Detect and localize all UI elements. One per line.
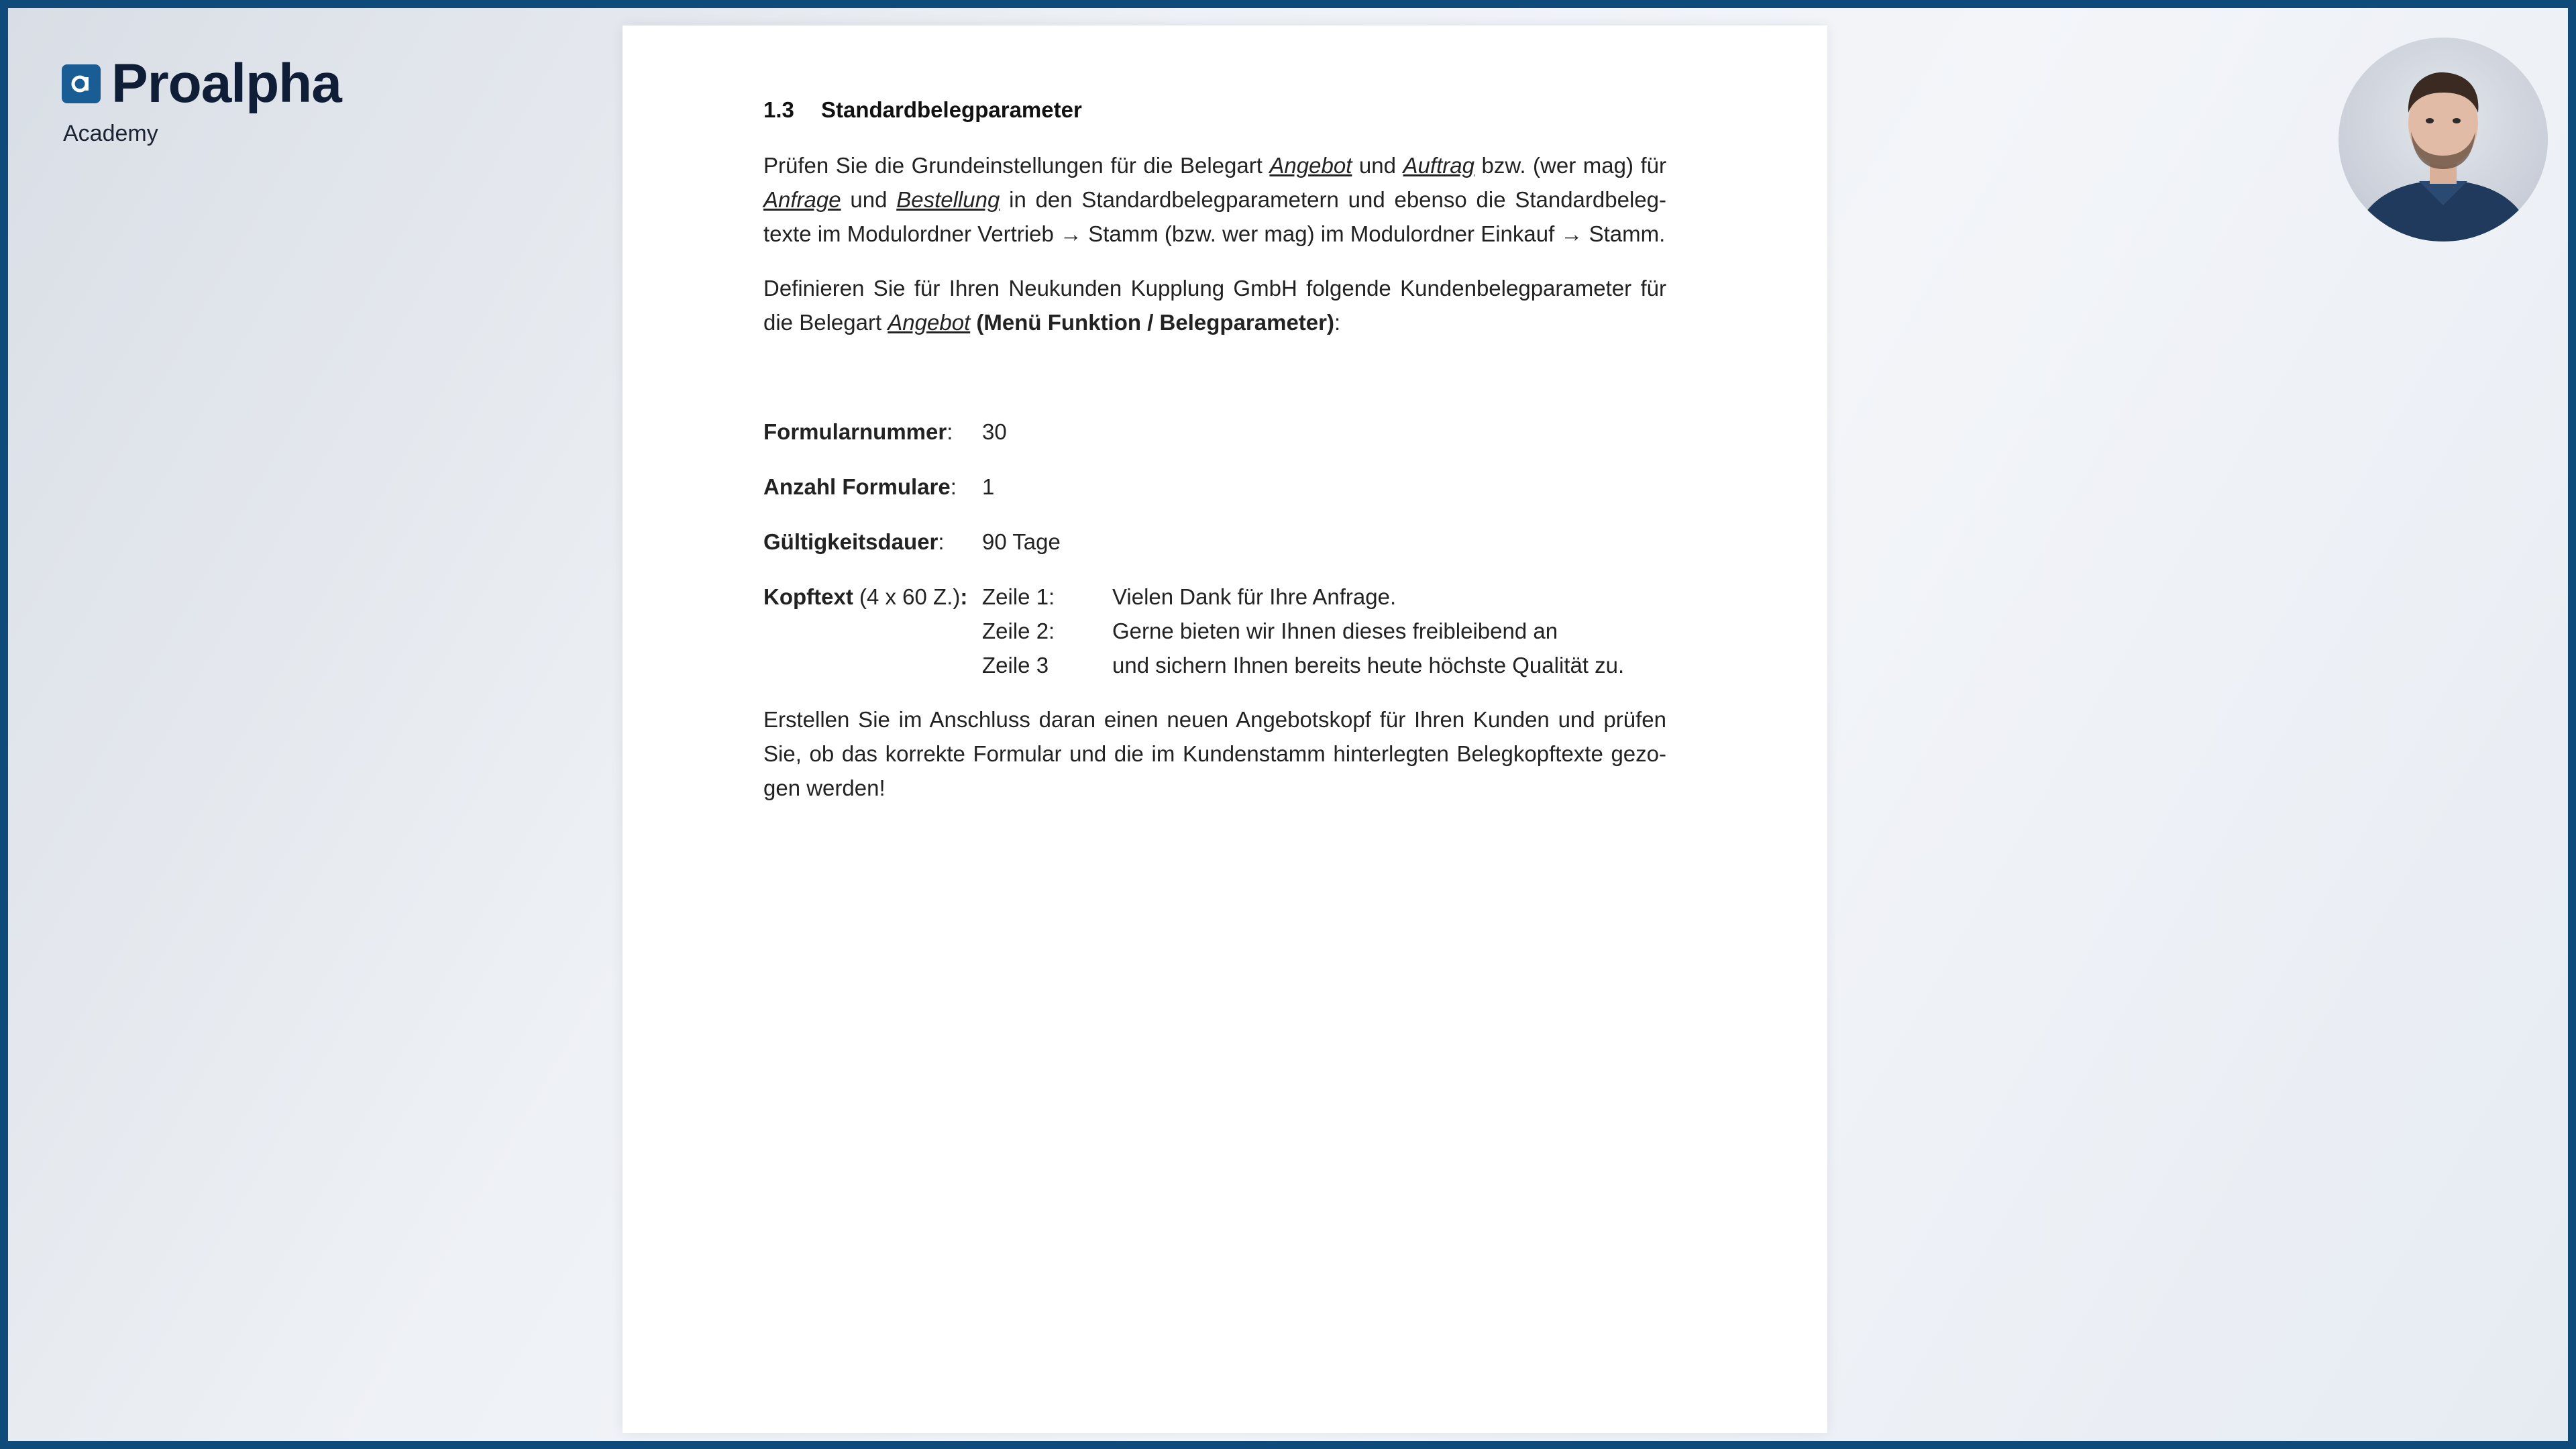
- section-heading: [763, 93, 1666, 127]
- kopftext-label-text: Kopftext: [763, 584, 853, 609]
- param-formularnummer: [763, 415, 1666, 449]
- kopftext-line: [982, 614, 1624, 648]
- param-label-text: Anzahl Formulare: [763, 474, 951, 499]
- term-anfrage: Anfrage: [763, 187, 841, 212]
- line-text: Vielen Dank für Ihre Anfrage.: [1112, 584, 1397, 609]
- parameter-list: [763, 415, 1666, 682]
- section-title: Standardbelegparameter: [821, 97, 1082, 122]
- document-page: [623, 25, 1827, 1433]
- paragraph-define-parameters: [763, 271, 1666, 339]
- menu-path: (Menü Funktion / Belegparameter): [976, 310, 1334, 335]
- line-text: Gerne bieten wir Ihnen dieses freibleibend an: [1112, 619, 1558, 643]
- kopftext-line: [982, 580, 1624, 614]
- p1-text-3: bzw. (wer mag) für: [1474, 153, 1666, 178]
- param-anzahl-formulare: [763, 470, 1666, 504]
- line-label: Zeile 3: [982, 653, 1049, 678]
- param-kopftext: [763, 580, 1666, 682]
- kopftext-hint: (4 x 60 Z.): [859, 584, 961, 609]
- brand-subtitle: Academy: [63, 121, 158, 146]
- p2-text-1: Definieren Sie für Ihren Neukunden Kupplung GmbH folgende Kundenbelegparameter für die Belegart: [763, 276, 1666, 335]
- param-label: Anzahl Formulare:: [763, 474, 957, 499]
- proalpha-logo: [62, 53, 341, 147]
- term-bestellung: Bestellung: [896, 187, 1000, 212]
- param-value: 1: [982, 474, 995, 499]
- param-label: Formularnummer:: [763, 419, 953, 444]
- presenter-avatar-icon: [2339, 38, 2548, 241]
- line-text: und sichern Ihnen bereits heute höchste Qualität zu.: [1112, 653, 1625, 678]
- p1-text-5: in den Standardbelegparametern und ebenso die Standardbeleg-texte im Modulordner Vertrieb → Stamm (bzw. wer mag) im Modulordner Einkauf → Stamm.: [763, 187, 1666, 246]
- proalpha-logo-icon: [62, 64, 101, 103]
- p1-text-2: und: [1352, 153, 1403, 178]
- term-angebot-2: Angebot: [888, 310, 971, 335]
- param-label: Gültigkeitsdauer:: [763, 529, 945, 554]
- line-label: Zeile 2:: [982, 619, 1055, 643]
- p2-text-3: :: [1334, 310, 1341, 335]
- kopftext-label: Kopftext (4 x 60 Z.):: [763, 584, 968, 609]
- param-gueltigkeitsdauer: [763, 525, 1666, 559]
- term-auftrag: Auftrag: [1403, 153, 1474, 178]
- p1-text-4: und: [841, 187, 897, 212]
- kopftext-lines: [982, 580, 1624, 682]
- term-angebot: Angebot: [1269, 153, 1352, 178]
- param-label-text: Formularnummer: [763, 419, 947, 444]
- paragraph-check-settings: [763, 148, 1666, 251]
- document-content: [763, 93, 1666, 825]
- param-value: 90 Tage: [982, 529, 1061, 554]
- param-value: 30: [982, 419, 1007, 444]
- paragraph-create-offer: Erstellen Sie im Anschluss daran einen neuen Angebotskopf für Ihren Kunden und prüfen Sie, ob das korrekte Formular und die im Kundenstamm hinterlegten Belegkopftexte gezo-gen werden!: [763, 707, 1666, 800]
- kopftext-line: [982, 648, 1624, 682]
- section-number: 1.3: [763, 97, 794, 122]
- line-label: Zeile 1:: [982, 584, 1055, 609]
- presenter-webcam: [2339, 38, 2548, 241]
- p1-text-1: Prüfen Sie die Grundeinstellungen für die Belegart: [763, 153, 1270, 178]
- param-label-text: Gültigkeitsdauer: [763, 529, 938, 554]
- brand-name: Proalpha: [111, 53, 341, 114]
